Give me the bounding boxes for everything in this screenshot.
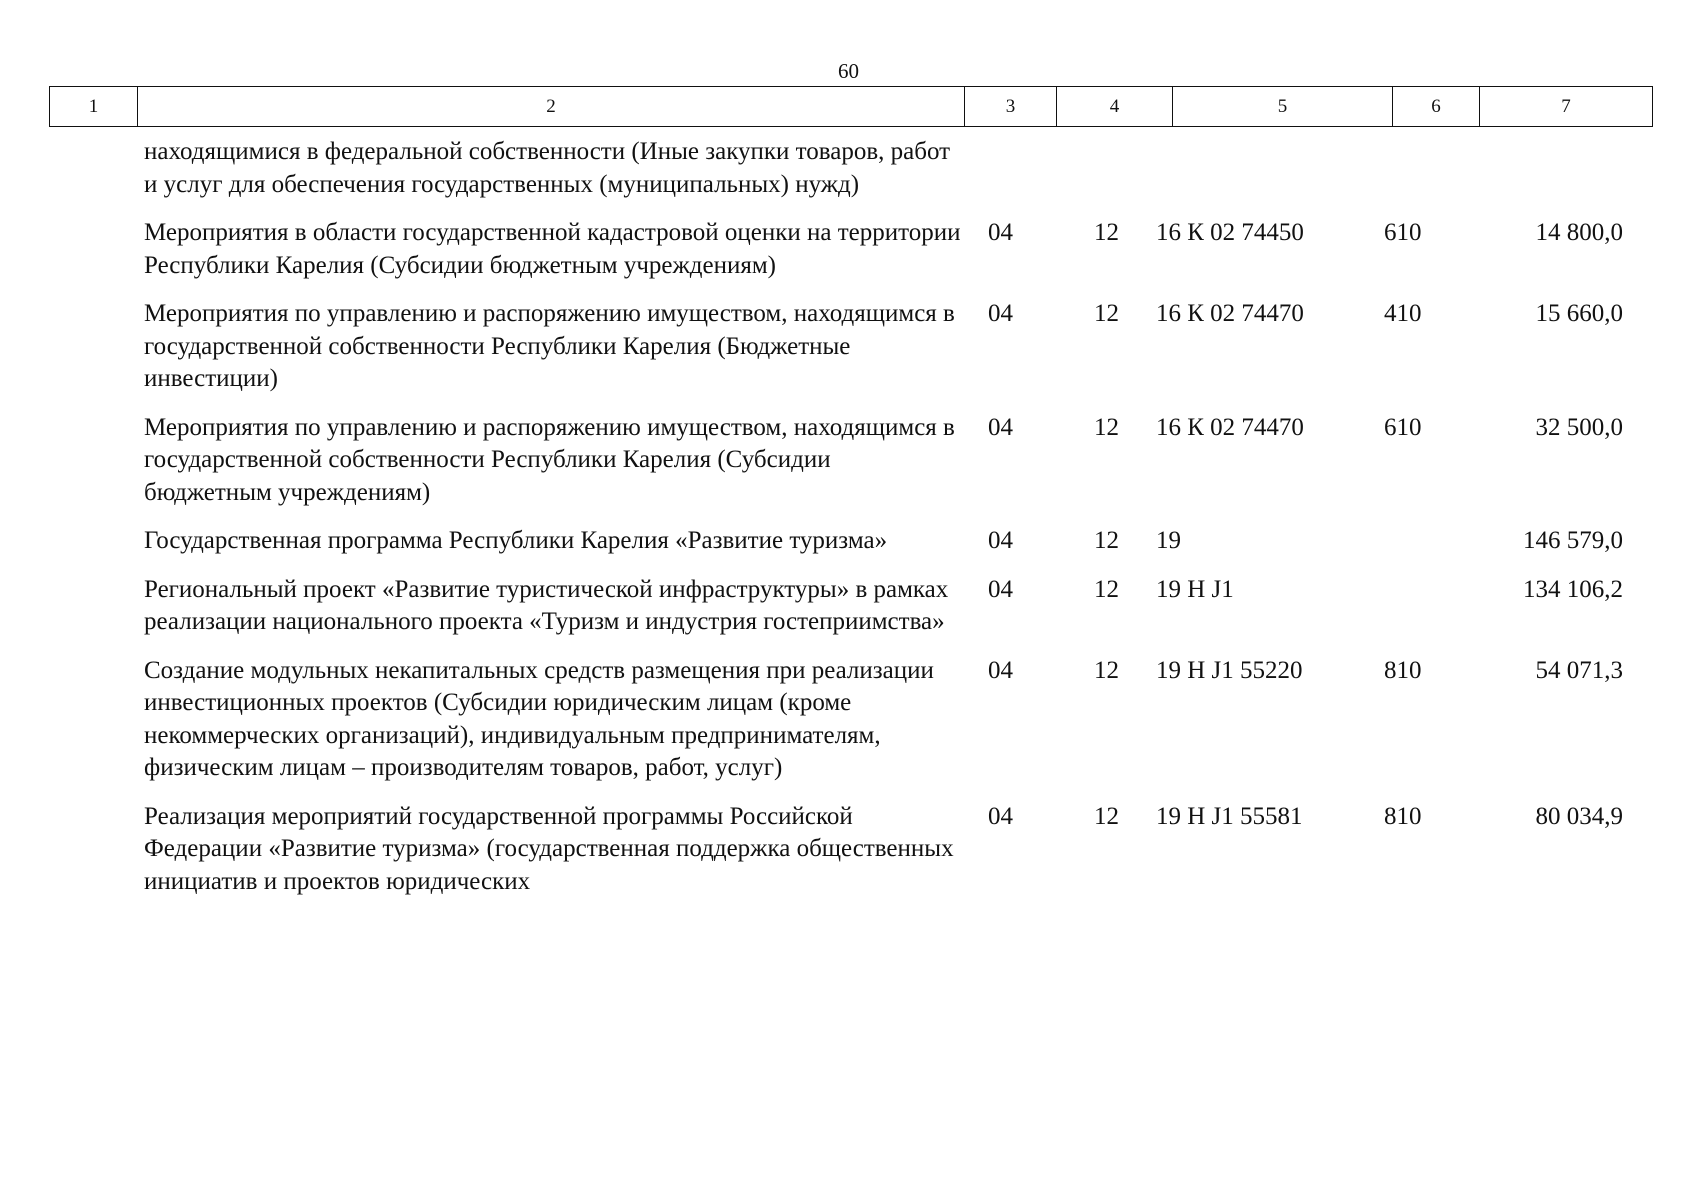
row-name: Мероприятия в области государственной кадастровой оценки на территории Республики Карелия (Субсидии бюджетным учреждениям): [144, 219, 961, 279]
column-number-cell: 3: [965, 87, 1057, 127]
row-subsection-code: 12: [1094, 219, 1119, 246]
row-name: Мероприятия по управлению и распоряжению имуществом, находящимся в государственной собственности Республики Карелия (Бюджетные инвестиции): [144, 300, 955, 392]
page-number: 60: [838, 59, 859, 83]
budget-row: [0, 525, 1697, 558]
row-amount: 146 579,0: [1523, 527, 1623, 554]
row-expense-type-code: 610: [1384, 413, 1422, 441]
row-name: Государственная программа Республики Карелия «Развитие туризма»: [144, 527, 888, 554]
column-number-cell: 4: [1057, 87, 1173, 127]
budget-row: [0, 801, 1697, 899]
row-section-code: [974, 136, 1048, 201]
row-target-code: 19 Н J1: [1156, 575, 1234, 603]
budget-row: [0, 136, 1697, 201]
row-section-code: 04: [988, 413, 1013, 441]
row-expense-type-code: 410: [1384, 300, 1422, 327]
column-number-cell: 6: [1393, 87, 1480, 127]
row-subsection-code: 12: [1094, 575, 1119, 603]
row-amount: 80 034,9: [1535, 802, 1623, 830]
column-number-cell: 1: [50, 87, 138, 127]
row-target-code: 19 Н J1 55220: [1156, 656, 1303, 684]
budget-rows: [0, 136, 1697, 914]
row-target-code: 16 К 02 74470: [1156, 413, 1304, 441]
row-expense-type-code: [1372, 574, 1424, 639]
budget-row: [0, 217, 1697, 282]
column-number-header: [49, 86, 1653, 127]
row-name: Создание модульных некапитальных средств размещения при реализации инвестиционных проектов (Субсидии юридическим лицам (кроме некоммерческих организаций), индивидуальным предпринимателям, физическим лицам – производителям товаров, работ, услуг): [144, 656, 934, 781]
budget-row: [0, 655, 1697, 785]
row-expense-type-code: 810: [1384, 802, 1422, 830]
column-number-cell: 2: [138, 87, 965, 127]
row-name: Региональный проект «Развитие туристической инфраструктуры» в рамках реализации национального проекта «Туризм и индустрия гостеприимства»: [144, 575, 949, 635]
row-section-code: 04: [988, 656, 1013, 684]
row-amount: 15 660,0: [1535, 300, 1623, 327]
row-amount: 54 071,3: [1535, 656, 1623, 684]
column-number-row: [50, 87, 1653, 127]
row-name: Реализация мероприятий государственной программы Российской Федерации «Развитие туризма» (государственная поддержка общественных инициатив и проектов юридических: [144, 802, 954, 895]
row-section-code: 04: [988, 802, 1013, 830]
row-amount: [1424, 136, 1623, 201]
row-target-code: 16 К 02 74470: [1156, 300, 1304, 327]
row-name: находящимися в федеральной собственности (Иные закупки товаров, работ и услуг для обеспечения государственных (муниципальных) нужд): [144, 138, 951, 198]
budget-row: [0, 298, 1697, 396]
row-amount: 14 800,0: [1535, 219, 1623, 246]
budget-row: [0, 412, 1697, 510]
row-subsection-code: 12: [1094, 656, 1119, 684]
row-target-code: [1142, 136, 1372, 201]
row-expense-type-code: [1372, 525, 1424, 558]
row-amount: 32 500,0: [1535, 413, 1623, 441]
row-target-code: 16 К 02 74450: [1156, 219, 1304, 246]
row-section-code: 04: [988, 300, 1013, 327]
row-section-code: 04: [988, 575, 1013, 603]
row-expense-type-code: 610: [1384, 219, 1422, 246]
row-subsection-code: 12: [1094, 413, 1119, 441]
row-section-code: 04: [988, 219, 1013, 246]
column-number-cell: 7: [1480, 87, 1653, 127]
row-target-code: 19: [1156, 527, 1181, 554]
row-subsection-code: [1048, 136, 1142, 201]
row-name: Мероприятия по управлению и распоряжению имуществом, находящимся в государственной собственности Республики Карелия (Субсидии бюджетным учреждениям): [144, 413, 955, 506]
row-target-code: 19 Н J1 55581: [1156, 802, 1303, 830]
row-section-code: 04: [988, 527, 1013, 554]
column-number-cell: 5: [1173, 87, 1393, 127]
budget-row: [0, 574, 1697, 639]
row-subsection-code: 12: [1094, 802, 1119, 830]
row-expense-type-code: 810: [1384, 656, 1422, 684]
row-expense-type-code: [1372, 136, 1424, 201]
row-amount: 134 106,2: [1523, 575, 1623, 603]
row-subsection-code: 12: [1094, 527, 1119, 554]
row-subsection-code: 12: [1094, 300, 1119, 327]
